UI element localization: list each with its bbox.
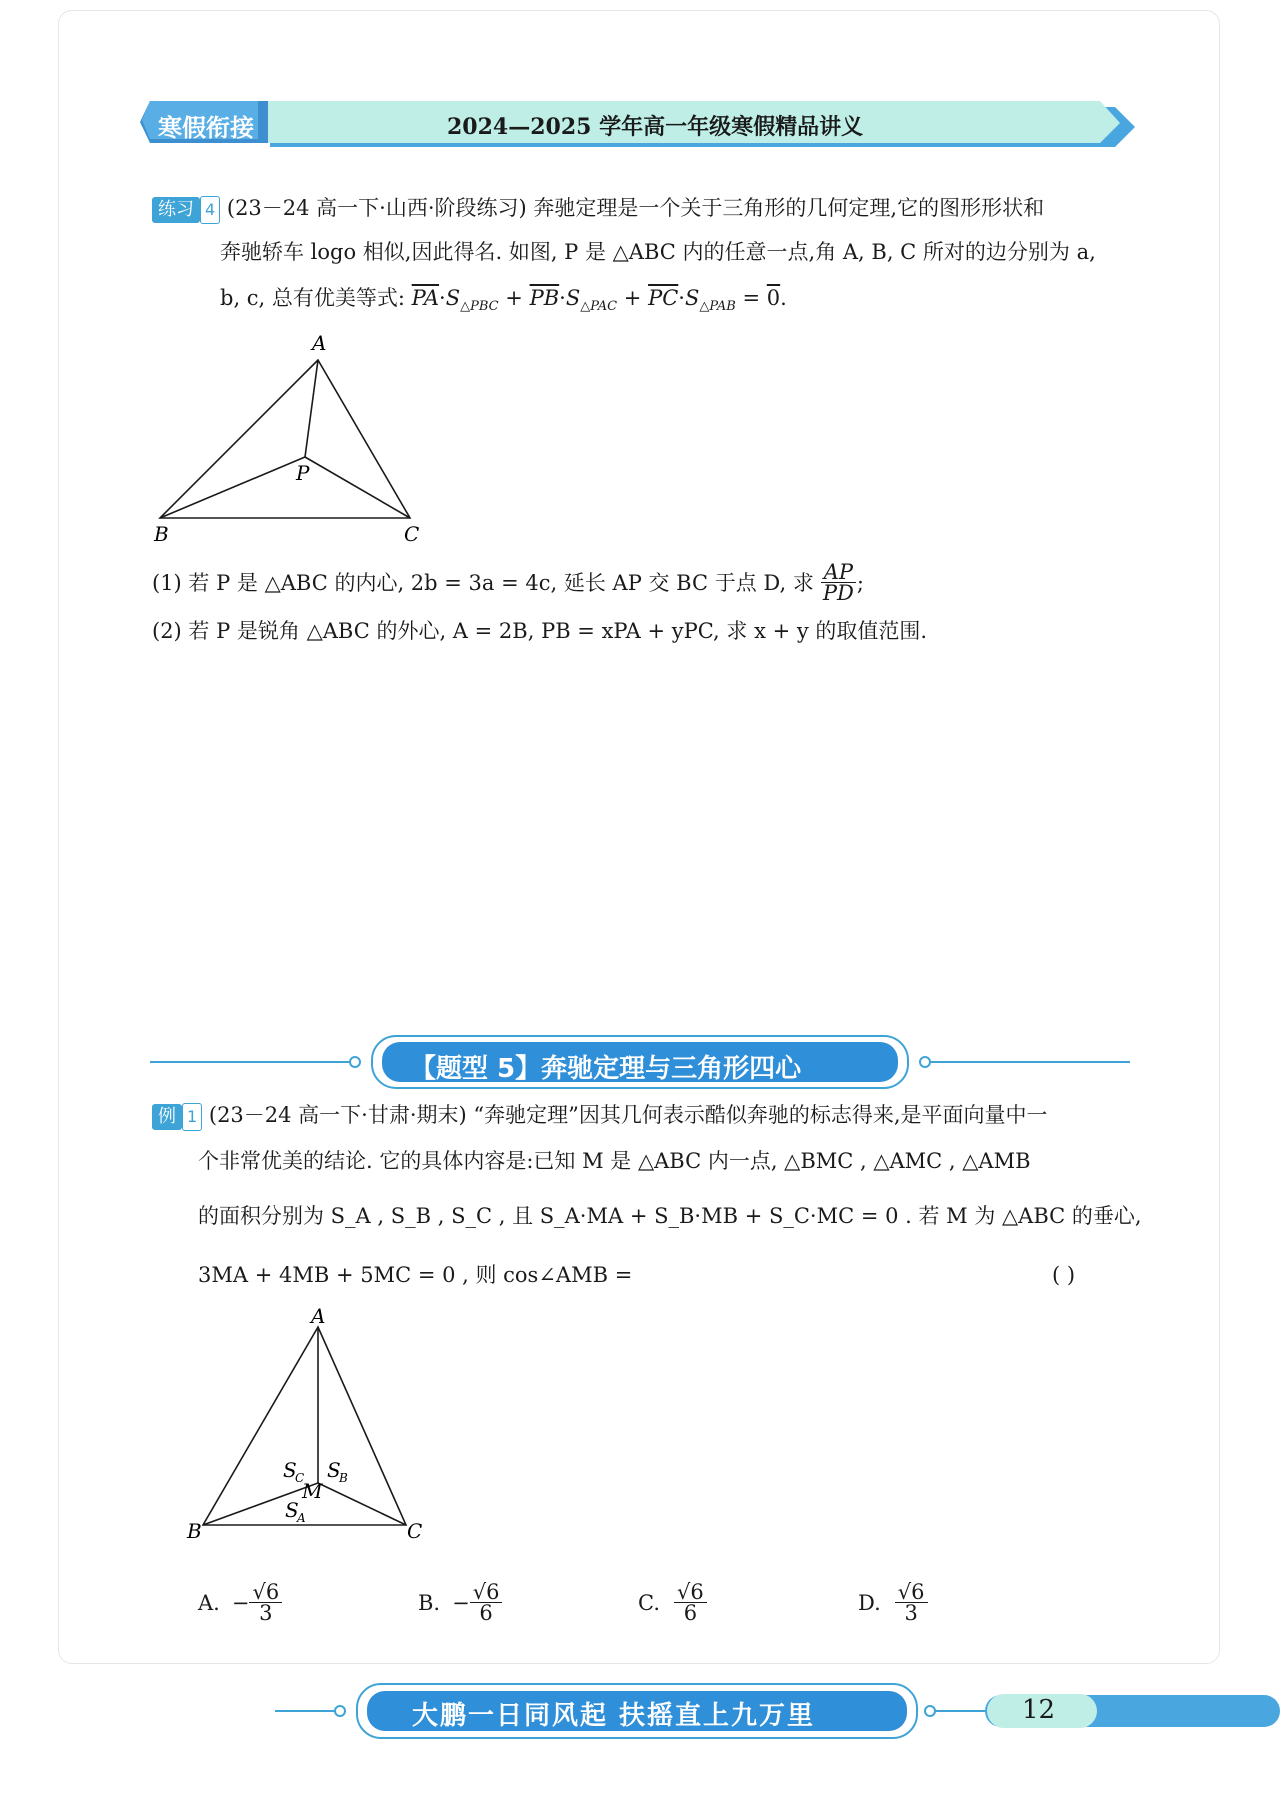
area-sc-label: S — [283, 1458, 297, 1482]
option-sign: − — [452, 1590, 470, 1615]
example-number: 1 — [182, 1103, 202, 1131]
question-1-fraction — [820, 562, 857, 603]
footer-slogan: 大鹏一日同风起 扶摇直上九万里 — [412, 1701, 816, 1731]
point-p-label: P — [296, 461, 310, 485]
page-number: 12 — [1022, 1695, 1056, 1725]
option-numerator: √6 — [674, 1582, 707, 1603]
vertex-b-label-2: B — [187, 1519, 202, 1543]
option-denominator: 3 — [259, 1601, 273, 1625]
area-sc-subscript: C — [295, 1471, 305, 1485]
exercise-heading — [152, 195, 1044, 224]
option-numerator: √6 — [895, 1582, 928, 1603]
option-denominator: 6 — [479, 1601, 493, 1625]
benz-equation: $\overline{PA}\cdot S_{\triangle PBC} + \overline{PB}\cdot S_{\triangle PAC} + \overline{PC}\cdot S_{\triangle PAB} = 0$. — [411, 286, 787, 314]
example-line-2: 个非常优美的结论. 它的具体内容是:已知 M 是 △ABC 内一点, △BMC , △AMC , △AMB — [198, 1149, 1031, 1173]
option-letter: C. — [638, 1590, 660, 1615]
answer-blank: ( ) — [1052, 1263, 1076, 1287]
option-letter: D. — [858, 1590, 881, 1615]
exercise-line-3 — [220, 285, 787, 320]
area-sa-subscript: A — [297, 1511, 306, 1525]
vertex-c-label-2: C — [407, 1519, 423, 1543]
example-heading — [152, 1102, 1048, 1131]
option-c[interactable] — [638, 1582, 707, 1623]
option-letter: B. — [418, 1590, 441, 1615]
exercise-line-1: (23－24 高一下·山西·阶段练习) 奔驰定理是一个关于三角形的几何定理,它的图形形状和 — [226, 196, 1045, 220]
option-numerator: √6 — [470, 1582, 503, 1603]
area-sb-label: S — [327, 1458, 341, 1482]
option-b[interactable] — [418, 1582, 502, 1623]
triangle-figure-m — [185, 1305, 435, 1550]
option-fraction — [470, 1582, 503, 1623]
exercise-number: 4 — [200, 196, 220, 224]
example-tag: 例 — [152, 1104, 182, 1130]
header-title: 2024—2025 学年高一年级寒假精品讲义 — [447, 114, 864, 140]
option-numerator: √6 — [249, 1582, 282, 1603]
area-sb-subscript: B — [339, 1471, 348, 1485]
vertex-c-label: C — [404, 522, 420, 545]
vertex-a-label: A — [312, 331, 327, 355]
option-fraction — [674, 1582, 707, 1623]
example-line-3: 的面积分别为 S_A , S_B , S_C , 且 S_A·MA + S_B·MB + S_C·MC = 0 . 若 M 为 △ABC 的垂心, — [198, 1204, 1142, 1228]
option-sign: − — [231, 1590, 250, 1615]
exercise-line-2: 奔驰轿车 logo 相似,因此得名. 如图, P 是 △ABC 内的任意一点,角 A, B, C 所对的边分别为 a, — [220, 240, 1096, 264]
header-badge: 寒假衔接 — [158, 114, 254, 142]
section-title: 【题型 5】奔驰定理与三角形四心 — [410, 1054, 802, 1084]
vertex-b-label: B — [154, 522, 169, 545]
triangle-figure-p — [150, 330, 430, 545]
option-fraction — [895, 1582, 928, 1623]
option-denominator: 3 — [904, 1601, 918, 1625]
vertex-a-label-2: A — [311, 1305, 326, 1328]
option-a[interactable] — [198, 1582, 282, 1623]
exercise-tag: 练习 — [152, 197, 200, 223]
option-fraction — [249, 1582, 282, 1623]
fraction-denominator: PD — [822, 581, 854, 605]
question-1 — [152, 562, 864, 603]
example-line-1: (23－24 高一下·甘肃·期末) “奔驰定理”因其几何表示酷似奔驰的标志得来,是平面向量中一 — [208, 1103, 1048, 1127]
area-sa-label: S — [285, 1498, 299, 1522]
exercise-line-3-prefix: b, c, 总有优美等式: — [220, 286, 405, 310]
question-2: (2) 若 P 是锐角 △ABC 的外心, A = 2B, PB = xPA + yPC, 求 x + y 的取值范围. — [152, 619, 928, 643]
question-1-suffix: ; — [856, 570, 864, 595]
option-denominator: 6 — [683, 1601, 698, 1625]
option-letter: A. — [198, 1590, 220, 1615]
point-m-label: M — [302, 1479, 323, 1503]
question-1-text: (1) 若 P 是 △ABC 的内心, 2b = 3a = 4c, 延长 AP 交 BC 于点 D, 求 — [152, 570, 814, 595]
example-line-4: 3MA + 4MB + 5MC = 0 , 则 cos∠AMB = — [198, 1263, 633, 1287]
option-d[interactable] — [858, 1582, 928, 1623]
fraction-numerator: AP — [821, 562, 856, 583]
